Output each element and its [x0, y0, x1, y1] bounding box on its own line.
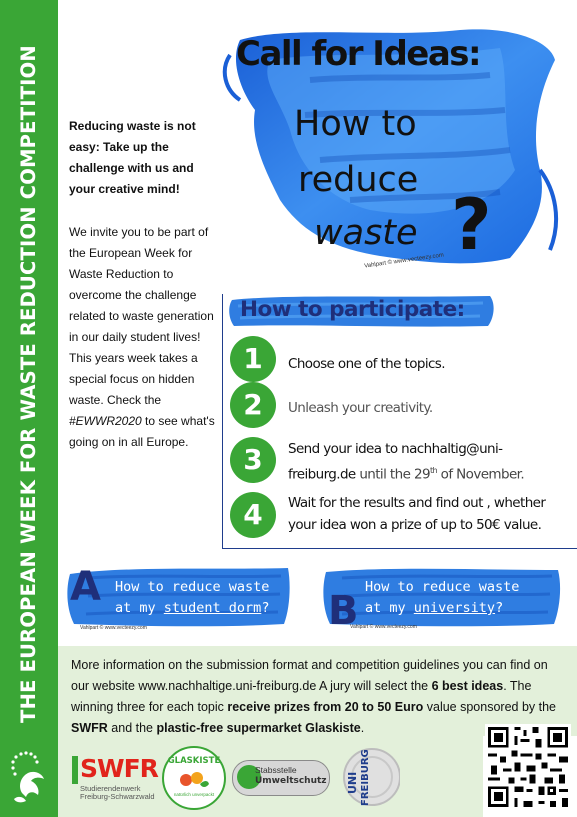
step-number: 4	[230, 492, 276, 538]
hero-line-2: reduce	[298, 160, 419, 200]
hero-line-3: waste	[314, 213, 418, 253]
topic-a-letter: A	[70, 564, 101, 610]
step-number: 3	[230, 437, 276, 483]
topic-b-text: How to reduce waste at my university?	[365, 579, 520, 616]
food-basket-icon	[178, 768, 210, 790]
glaskiste-logo: GLASKISTE natürlich unverpackt	[162, 746, 226, 810]
hero-line-1: How to	[294, 104, 417, 144]
topic-b-letter: B	[328, 588, 359, 634]
side-title: THE EUROPEAN WEEK FOR WASTE REDUCTION COMPETITION	[17, 45, 40, 723]
topic-a-credit: Vahlpart © www.vecteezy.com	[80, 625, 147, 631]
stabsstelle-logo: Stabsstelle Umweltschutz	[232, 760, 330, 796]
step-number: 1	[230, 336, 276, 382]
step-text: Unleash your creativity.	[288, 400, 433, 416]
question-mark: ?	[451, 184, 492, 266]
swfr-logo: SWFR Studierendenwerk Freiburg-Schwarzwald	[72, 756, 150, 806]
qr-code-icon	[485, 724, 571, 810]
hashtag: #EWWR2020	[69, 414, 142, 428]
hero-title: Call for Ideas:	[236, 34, 481, 74]
topic-a-text: How to reduce waste at my student dorm?	[115, 579, 270, 616]
step-number: 2	[230, 382, 276, 428]
step-text: Choose one of the topics.	[288, 356, 445, 372]
ewwr-logo-icon	[4, 747, 56, 809]
participate-header: How to participate:	[240, 297, 465, 322]
step-text: Wait for the results and find out , whether your idea won a prize of up to 50€ value.	[288, 495, 546, 533]
hero-credit: Vahlpart © www.vecteezy.com	[363, 252, 445, 270]
uni-freiburg-logo: UNI FREIBURG	[340, 744, 400, 810]
intro-body: We invite you to be part of the European Week for Waste Reduction to overcome the challenge related to waste generation in our daily student lives! This years week takes a special focus on hidden waste. Check the #EWWR2020 to see what's going on in all Europe.	[69, 225, 215, 449]
topic-b-credit: Vahlpart © www.vecteezy.com	[350, 624, 417, 630]
intro-headline: Reducing waste is not easy: Take up the challenge with us and your creative mind!	[69, 119, 196, 196]
intro-text	[69, 116, 217, 453]
step-text: Send your idea to nachhaltig@uni- freiburg.de until the 29th of November.	[288, 441, 525, 483]
info-text: More information on the submission format and competition guidelines you can find on our website www.nachhaltige.uni-freiburg.de A jury will select the 6 best ideas. The winning three for each topic receive prizes from 20 to 50 Euro value sponsored by the SWFR and the plastic-free supermarket Glaskiste.	[71, 658, 556, 735]
swfr-bar-icon	[72, 756, 78, 784]
